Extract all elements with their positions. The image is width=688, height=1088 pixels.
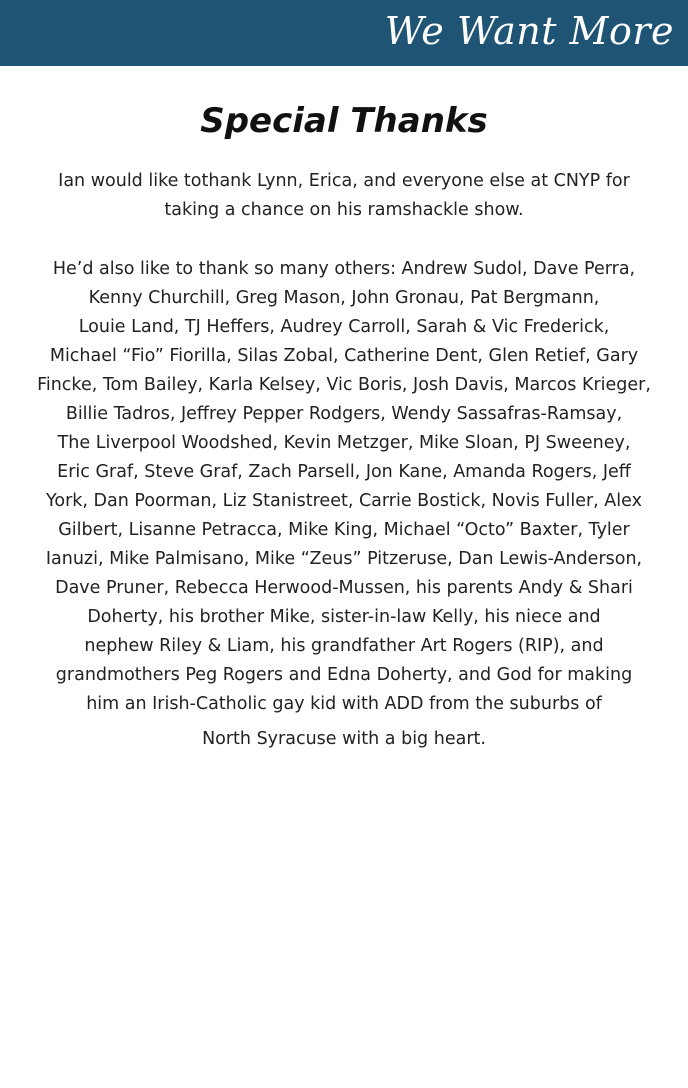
text-line: Billie Tadros, Jeffrey Pepper Rodgers, Wendy Sassafras-Ramsay, [65, 404, 623, 424]
text-line: Michael “Fio” Fiorilla, Silas Zobal, Catherine Dent, Glen Retief, Gary [49, 346, 639, 366]
brand-logo-text: We Want More [384, 9, 674, 53]
text-line: Louie Land, TJ Heffers, Audrey Carroll, Sarah & Vic Frederick, [78, 317, 610, 337]
text-line: Eric Graf, Steve Graf, Zach Parsell, Jon Kane, Amanda Rogers, Jeff [57, 462, 631, 482]
text-line: York, Dan Poorman, Liz Stanistreet, Carrie Bostick, Novis Fuller, Alex [46, 491, 642, 511]
text-line: grandmothers Peg Rogers and Edna Doherty, and God for making [55, 665, 633, 685]
page-title: Special Thanks [200, 101, 488, 141]
thanks-list-paragraph [36, 255, 652, 754]
text-line: He’d also like to thank so many others: Andrew Sudol, Dave Perra, [52, 259, 636, 279]
text-line: North Syracuse with a big heart. [202, 729, 486, 749]
thanks-intro-paragraph [36, 167, 652, 225]
text-line: taking a chance on his ramshackle show. [164, 200, 524, 220]
text-line: Fincke, Tom Bailey, Karla Kelsey, Vic Boris, Josh Davis, Marcos Krieger, [37, 375, 651, 395]
text-line: Gilbert, Lisanne Petracca, Mike King, Michael “Octo” Baxter, Tyler [58, 520, 630, 540]
text-line: Dave Pruner, Rebecca Herwood-Mussen, his parents Andy & Shari [55, 578, 633, 598]
text-line: The Liverpool Woodshed, Kevin Metzger, Mike Sloan, PJ Sweeney, [57, 433, 631, 453]
text-line: Ian would like tothank Lynn, Erica, and everyone else at CNYP for [58, 171, 630, 191]
text-line: nephew Riley & Liam, his grandfather Art Rogers (RIP), and [84, 636, 604, 656]
text-line: Ianuzi, Mike Palmisano, Mike “Zeus” Pitzeruse, Dan Lewis-Anderson, [45, 549, 643, 569]
text-line: him an Irish-Catholic gay kid with ADD from the suburbs of [86, 694, 602, 714]
text-line: Doherty, his brother Mike, sister-in-law Kelly, his niece and [87, 607, 601, 627]
header-bar [0, 0, 688, 66]
text-line: Kenny Churchill, Greg Mason, John Gronau, Pat Bergmann, [88, 288, 600, 308]
